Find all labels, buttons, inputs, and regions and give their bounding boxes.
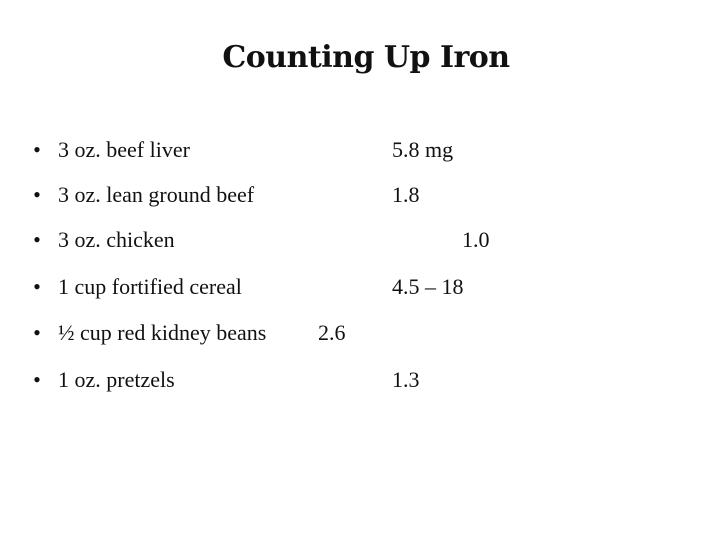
iron-amount: 1.0 xyxy=(462,227,490,252)
iron-amount: 1.8 xyxy=(392,182,420,207)
slide-title: Counting Up Iron xyxy=(222,40,510,75)
food-label: 1 oz. pretzels xyxy=(58,367,175,392)
food-label: 3 oz. beef liver xyxy=(58,137,190,162)
bullet-icon: • xyxy=(33,274,41,299)
iron-amount: 4.5 – 18 xyxy=(392,274,464,299)
food-label: 1 cup fortified cereal xyxy=(58,274,242,299)
bullet-icon: • xyxy=(33,137,41,162)
iron-amount: 5.8 mg xyxy=(392,137,454,162)
iron-amount: 1.3 xyxy=(392,367,420,392)
bullet-icon: • xyxy=(33,367,41,392)
bullet-icon: • xyxy=(33,227,41,252)
bullet-icon: • xyxy=(33,182,41,207)
food-label: 3 oz. chicken xyxy=(58,227,175,252)
bullet-icon: • xyxy=(33,320,41,345)
food-label: 3 oz. lean ground beef xyxy=(58,182,255,207)
iron-amount: 2.6 xyxy=(318,320,346,345)
food-label: ½ cup red kidney beans xyxy=(58,320,267,345)
